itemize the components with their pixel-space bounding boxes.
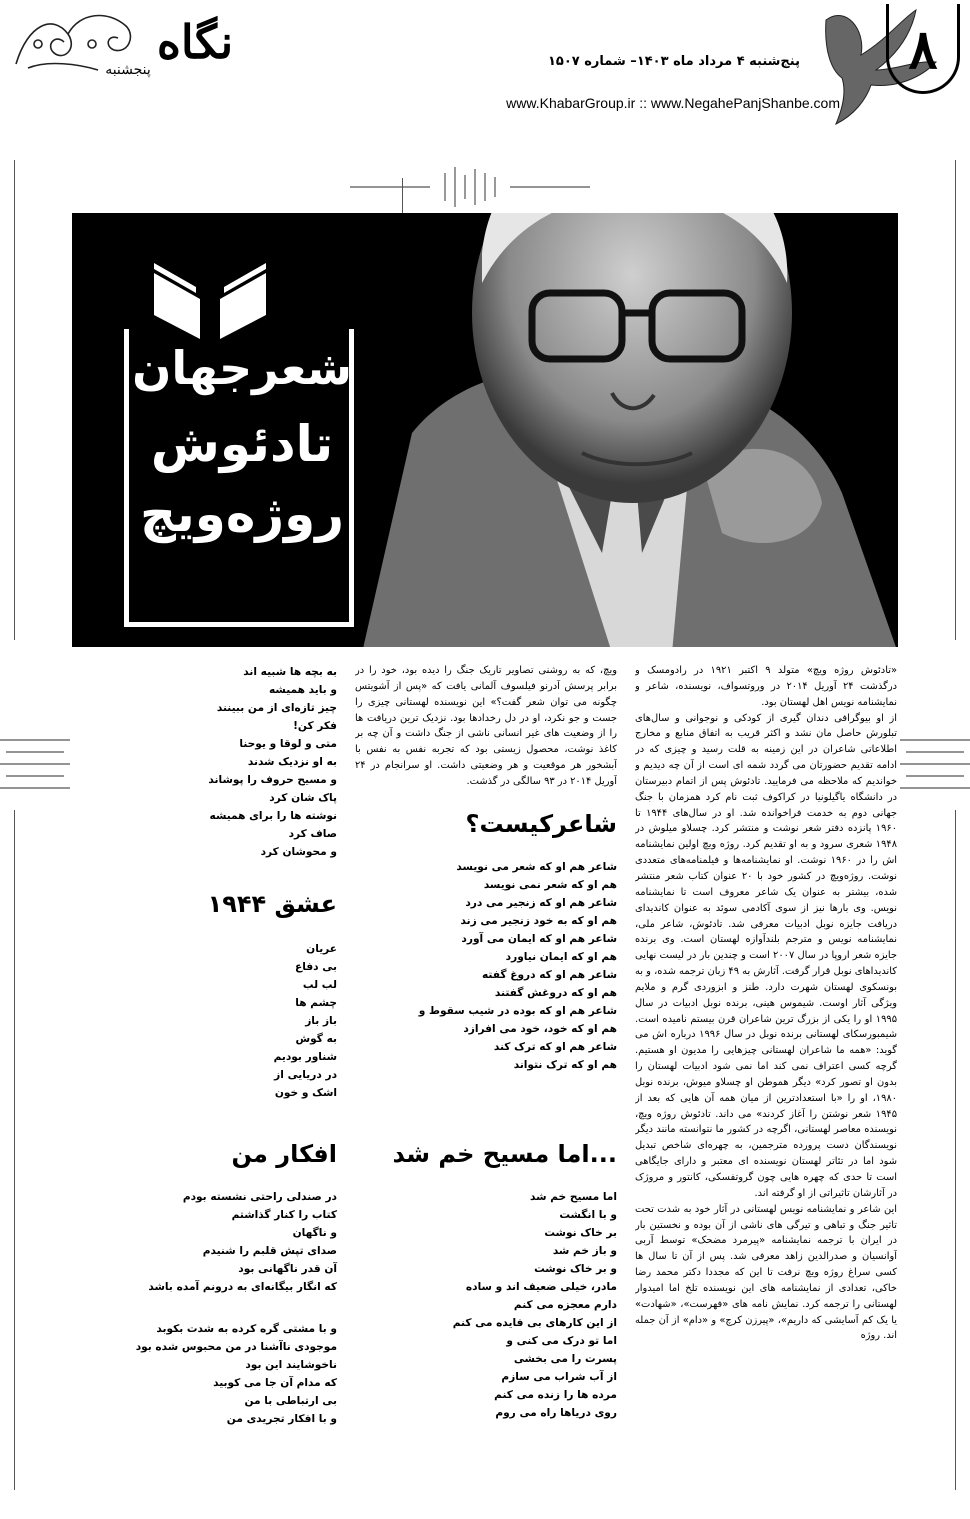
poem-line: شاعر هم او که شعر می نویسد — [456, 861, 617, 873]
ornament-left-line — [14, 160, 15, 640]
poet-last-name: روژه‌ویچ — [139, 485, 345, 543]
poem-line: مادر، خیلی ضعیف اند و ساده — [465, 1281, 617, 1293]
poet-portrait — [342, 213, 898, 647]
poem-line: موجودی ناآشنا در من محبوس شده بود — [135, 1341, 337, 1353]
ornament-right-line — [955, 160, 956, 640]
poem-line: صدای تپش قلبم را شنیدم — [202, 1245, 337, 1257]
poem-line: نوشته ها را برای همیشه — [209, 810, 337, 822]
poem-line: به گوش — [295, 1033, 337, 1045]
website-urls[interactable]: www.KhabarGroup.ir :: www.NegahePanjShanbe.com — [506, 95, 840, 111]
poem-line: هم او که خود، خود می افرازد — [463, 1023, 617, 1035]
bio-continued — [355, 663, 617, 813]
poem-line: که مدام آن جا می کوبید — [213, 1377, 337, 1389]
poem-line: پاک شان کرد — [269, 792, 337, 804]
poem-line: و ناگهان — [292, 1227, 337, 1239]
poem-line: و با انگشت — [559, 1209, 617, 1221]
feature-banner — [72, 213, 898, 647]
poem-line: روی دریاها راه می روم — [495, 1407, 617, 1419]
poem-line: و باز خم شد — [552, 1245, 617, 1257]
poem-line: دارم معجزه می کنم — [513, 1299, 617, 1311]
poem-line: پسرت را می بخشی — [513, 1353, 617, 1365]
poem-line: باز باز — [305, 1015, 337, 1027]
poem-line: آن قدر ناگهانی بود — [238, 1263, 337, 1275]
poem-children — [100, 663, 337, 861]
poem-line: مرده ها را زنده می کنم — [494, 1389, 617, 1401]
poem-line: که انگار بیگانه‌ای به درونم آمده باشد — [148, 1281, 337, 1293]
poem-line: از این کارهای بی فایده می کنم — [452, 1317, 617, 1329]
bio-paragraph: «تادئوش روژه ویچ» متولد ۹ اکتبر ۱۹۲۱ در رادومسک و درگذشت ۲۴ آوریل ۲۰۱۴ در وروتسواف، نویسنده، شاعر و نمایشنامه نویس اهل لهستان بود. — [635, 665, 897, 708]
poem-thoughts-title: افکار من — [231, 1140, 337, 1168]
poem-line: شناور بودیم — [273, 1051, 337, 1063]
poem-line: اما مسیح خم شد — [529, 1191, 617, 1203]
ornament-left-line-2 — [14, 810, 15, 1490]
bio-column — [635, 663, 897, 1491]
poem-line: بی دفاع — [295, 961, 337, 973]
poem-line: هم او که ایمان نیاورد — [505, 951, 617, 963]
poem-love — [100, 940, 337, 1102]
poem-messiah-title: ...اما مسیح خم شد — [392, 1140, 617, 1168]
poem-line: عریان — [306, 943, 337, 955]
poem-line: چیز تازه‌ای از من ببینند — [216, 702, 337, 714]
poem-line: هم او که شعر نمی نویسد — [483, 879, 617, 891]
poem-line: بی ارتباطی با من — [244, 1395, 337, 1407]
bio-paragraph: این شاعر و نمایشنامه نویس لهستانی در آثار خود به شدت تحت تاثیر جنگ و تباهی و تیرگی های ناشی از آن بوده و نخستین بار در ایران با ترجمه نمایشنامه «پیرمرد مضحک» توسط آربی آوانسیان و صدرالدین زاهد معرفی شد. پس از آن تا سال ها کسی سراغ روژه ویچ نرفت تا این که مجددا دکتر محمد رضا خاکی، تعدادی از نمایشنامه های این نویسنده تلخ اما امیدوار لهستانی را ترجمه کرد. نمایش نامه های «فهرست»، «شهادت» یا یک کم آسایشی که داریم»، «پیرزن کرچ» و «دام» از آن جمله اند. روژه — [635, 1203, 897, 1342]
poem-line: بر خاک نوشت — [544, 1227, 617, 1239]
poem-line: و بر خاک نوشت — [534, 1263, 617, 1275]
poet-first-name: تادئوش — [150, 415, 334, 473]
poem-messiah — [380, 1188, 617, 1422]
poem-thoughts-a — [100, 1188, 337, 1296]
poem-line: متی و لوقا و یوحنا — [239, 738, 337, 750]
poem-line: هم او که به خود زنجیر می زند — [460, 915, 617, 927]
series-title: شعرجهان — [132, 341, 352, 395]
ornament-top — [350, 165, 590, 210]
poem-line: هم او که ترک نتواند — [513, 1059, 617, 1071]
poem-line: فکر کن! — [293, 720, 337, 732]
poem-line: شاعر هم او که زنجیر می درد — [465, 897, 617, 909]
poem-line: شاعر هم او که دروغ گفته — [481, 969, 617, 981]
ornament-right-line-2 — [955, 810, 956, 1490]
poem-line: صاف کرد — [288, 828, 337, 840]
poem-line: و با مشتی گره کرده به شدت بکوبد — [156, 1323, 337, 1335]
poem-line: لب لب — [302, 979, 337, 991]
poem-line: و مسیح حروف را پوشاند — [208, 774, 337, 786]
poem-line: اشک و خون — [274, 1087, 337, 1099]
poem-line: ناخوشایند این بود — [245, 1359, 337, 1371]
poem-who-title: شاعرکیست؟ — [465, 810, 617, 838]
logo: نگاه — [156, 15, 234, 69]
poem-line: شاعر هم او که ترک کند — [493, 1041, 617, 1053]
issue-line: پنج‌شنبه ۴ مرداد ماه ۱۴۰۳– شماره ۱۵۰۷ — [547, 54, 800, 69]
poem-line: به او نزدیک شدند — [247, 756, 337, 768]
poem-line: اما تو درک می کنی و — [506, 1335, 617, 1347]
poem-thoughts-b — [100, 1320, 337, 1428]
poem-line: شاعر هم او که بوده در شیب سقوط و — [418, 1005, 617, 1017]
poem-line: و باید همیشه — [269, 684, 337, 696]
poem-line: و محوشان کرد — [260, 846, 337, 858]
ornament-right-mid — [900, 720, 970, 810]
poem-line: هم او که دروغش گفتند — [494, 987, 617, 999]
bio-paragraph: از او بیوگرافی دندان گیری از کودکی و نوجوانی و سال‌های تبلورش حاصل مان نشد و اکثر قریب به اتفاق منابع و مخارج اطلاعاتی شاعران در این زمینه به قلت رسید و چیزی که در ادامه تقدیم حضورتان می گردد شمه ای است از آن چه دیدیم و خواندیم که ملاحظه می فرمایید. تادئوش پس از اتمام دبیرستان در دانشگاه یاگیلونیا در کراکوف ثبت نام کرد همزمان با جنگ جهانی دوم به خدمت فراخوانده شد. او در سال‌های ۱۹۴۴ تا ۱۹۶۰ پانزده دفتر شعر نوشت و منتشر کرد. چسلاو میلوش در ۱۹۴۸ شعری سرود و به او تقدیم کرد. روژه ویچ اولین نمایشنامه اش را در ۱۹۶۰ نوشت. او نمایشنامه‌ها و فیلمنامه‌های متعددی نوشت. روژه‌ویچ در کشور خود با ۲۰ عنوان کتاب شعر منتشر شده، بیشتر به عنوان یک شاعر معروف است تا نمایشنامه نویس. وی بارها نیز از سوی آکادمی سوئد به عنوان کاندیدای دریافت جایزه نوبل ادبیات معرفی شد. تادئوش، شاعر ملی، نمایشنامه نویس و مترجم بلندآوازه لهستان است. وی برنده جایزه شعر اروپا در سال ۲۰۰۷ است و چندین بار در لیست نهایی کاندیداهای نوبل قرار گرفت. آثارش به ۴۹ زبان ترجمه شده، و به بونسکوی لهستان شهرت دارد. طنز و ابزوردی گرم و ملایم ویژگی آثار اوست. شیموس هینی، برنده نوبل ادبیات در سال ۱۹۹۵ او را یکی از بزرگ ترین شاعران قرن بیستم نامیده است. شیمبورسکای لهستانی برنده نوبل در سال ۱۹۹۶ درباره اش می گوید: «همه ما شاعران لهستانی چیزهایی را مدیون او هستیم. گرچه کسی اعتراف نمی کند اما نمی شود ادبیات لهستان را بدون او تصور کرد» دیگر هموطن او چسلاو میوش، برنده نوبل ۱۹۸۰، او را «با استعدادترین از میان همه آن هایی که بعد از ۱۹۴۵ شعر نوشتن را آغاز کردند» می داند. تادئوش روژه ویچ، نویسنده معاصر لهستانی، اگرچه در کشور ما نتوانسته مانند دیگر نویسندگان دست پرورده مترجمین، به چهره‌ای شاخص تبدیل شود اما در تئاتر لهستان نویسنده ای معتبر و دارای جایگاهی است تا حدی که چهره هایی چون گروتفسکی، کانتور و مروژک در آثارشان تاثیراتی از او گرفته اند. — [635, 712, 897, 1199]
book-icon — [150, 263, 270, 339]
poem-line: کتاب را کنار گذاشتم — [231, 1209, 337, 1221]
logo-subtitle: پنجشنبه — [105, 62, 151, 78]
poem-line: در دریایی از — [274, 1069, 337, 1081]
poem-line: شاعر هم او که ایمان می آورد — [461, 933, 617, 945]
poem-line: به بچه ها شبیه اند — [243, 666, 337, 678]
poem-who — [380, 858, 617, 1074]
poem-line: و با افکار تجریدی من — [226, 1413, 337, 1425]
page-number: ۸ — [886, 4, 960, 94]
ornament-left-mid — [0, 720, 70, 810]
poem-line: چشم ها — [295, 997, 337, 1009]
poem-love-title: عشق ۱۹۴۴ — [207, 890, 337, 918]
poem-line: از آب شراب می سازم — [501, 1371, 617, 1383]
bio-paragraph: ویچ، که به روشنی تصاویر تاریک جنگ را دیده بود، خود را در برابر پرسش آدرنو فیلسوف آلمانی یافت که «پس از آشویتس چگونه می توان شعر گفت؟» این نویسنده لهستانی چیزی را جست و جو نکرد، او در دل رخدادها بود. نزدیک ترین دریافت ها را از وضعیت های غیر انسانی ناشی از جنگ داشت و آن چه بر کاغذ نوشت، محصول زیستی بود که تجربه نفس به نفس با آبشخور هر موقعیت و هر وضعیتی داشت. او سرانجام در ۲۴ آوریل ۲۰۱۴ در ۹۳ سالگی در گذشت. — [355, 665, 617, 787]
poem-line: در صندلی راحتی نشسته بودم — [182, 1191, 337, 1203]
